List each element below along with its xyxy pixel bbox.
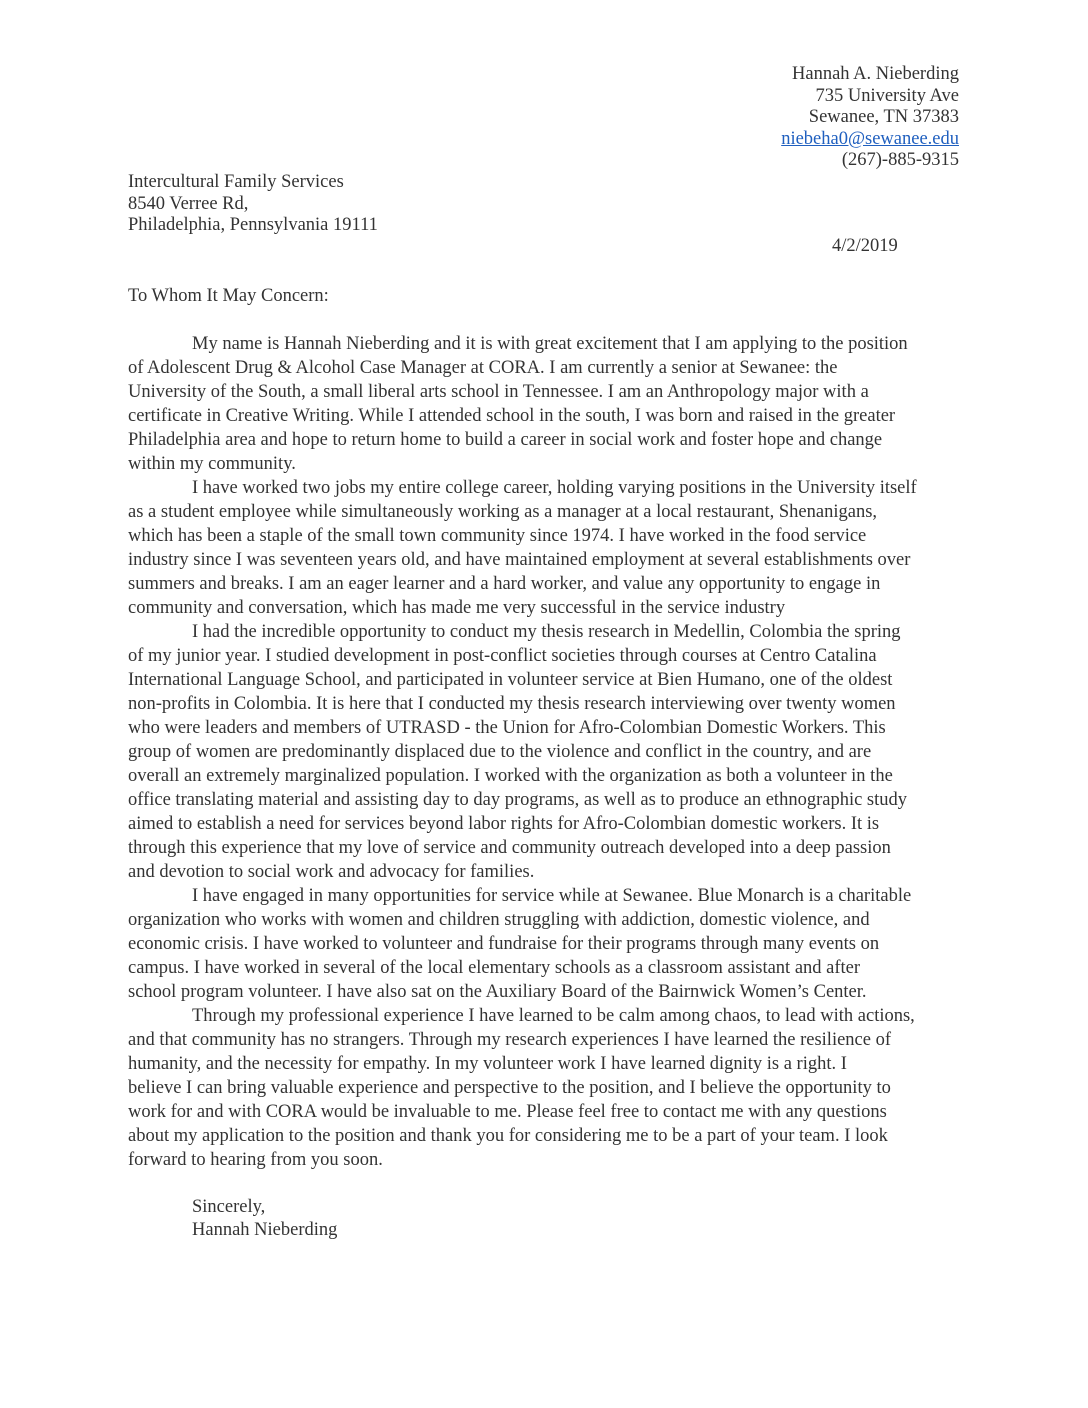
paragraph-line: school program volunteer. I have also sat on the Auxiliary Board of the Bairnwick Women’s Center. bbox=[128, 982, 867, 1002]
paragraph bbox=[128, 476, 968, 620]
letter-body bbox=[128, 332, 968, 1172]
paragraph-line: group of women are predominantly displaced due to the violence and conflict in the country, and are bbox=[128, 742, 872, 762]
sender-email-link[interactable]: niebeha0@sewanee.edu bbox=[781, 128, 959, 149]
paragraph-line: as a student employee while simultaneously working as a manager at a local restaurant, Shenanigans, bbox=[128, 502, 878, 522]
paragraph-line: of my junior year. I studied development in post-conflict societies through courses at Centro Catalina bbox=[128, 646, 877, 666]
paragraph-line: organization who works with women and children struggling with addiction, domestic violence, and bbox=[128, 910, 870, 930]
letter-date: 4/2/2019 bbox=[832, 236, 898, 256]
paragraph-line: office translating material and assisting day to day programs, as well as to produce an ethnographic study bbox=[128, 790, 908, 810]
paragraph bbox=[128, 620, 968, 884]
recipient-organization: Intercultural Family Services bbox=[128, 172, 344, 192]
paragraph-line: believe I can bring valuable experience and perspective to the position, and I believe the opportunity to bbox=[128, 1078, 891, 1098]
paragraph-line: I have worked two jobs my entire college career, holding varying positions in the University itself bbox=[192, 478, 917, 498]
paragraph-line: University of the South, a small liberal arts school in Tennessee. I am an Anthropology major with a bbox=[128, 382, 869, 402]
paragraph-line: economic crisis. I have worked to volunteer and fundraise for their programs through many events on bbox=[128, 934, 880, 954]
sender-address-block bbox=[781, 64, 959, 172]
paragraph-line: summers and breaks. I am an eager learner and a hard worker, and value any opportunity to engage in bbox=[128, 574, 881, 594]
sender-street: 735 University Ave bbox=[815, 85, 959, 106]
paragraph-line: forward to hearing from you soon. bbox=[128, 1150, 383, 1170]
paragraph-line: Through my professional experience I have learned to be calm among chaos, to lead with actions, bbox=[192, 1006, 915, 1026]
sender-name: Hannah A. Nieberding bbox=[792, 64, 959, 84]
paragraph-line: through this experience that my love of service and community outreach developed into a deep passion bbox=[128, 838, 891, 858]
paragraph-line: overall an extremely marginalized population. I worked with the organization as both a volunteer in the bbox=[128, 766, 893, 786]
recipient-street: 8540 Verree Rd, bbox=[128, 193, 249, 214]
paragraph-line: and that community has no strangers. Through my research experiences I have learned the resilience of bbox=[128, 1030, 892, 1050]
paragraph-line: humanity, and the necessity for empathy. In my volunteer work I have learned dignity is a right. I bbox=[128, 1054, 847, 1074]
paragraph-line: Philadelphia area and hope to return home to build a career in social work and foster hope and change bbox=[128, 430, 883, 450]
paragraph-line: non-profits in Colombia. It is here that I conducted my thesis research interviewing over twenty women bbox=[128, 694, 896, 714]
paragraph-line: International Language School, and participated in volunteer service at Bien Humano, one of the oldest bbox=[128, 670, 893, 690]
paragraph bbox=[128, 884, 968, 1004]
sender-phone: (267)-885-9315 bbox=[841, 150, 959, 170]
paragraph-line: who were leaders and members of UTRASD - the Union for Afro-Colombian Domestic Workers. This bbox=[128, 718, 886, 738]
paragraph-line: of Adolescent Drug & Alcohol Case Manager at CORA. I am currently a senior at Sewanee: the bbox=[128, 358, 838, 378]
paragraph-line: campus. I have worked in several of the local elementary schools as a classroom assistant and after bbox=[128, 958, 861, 978]
paragraph-line: about my application to the position and thank you for considering me to be a part of your team. I look bbox=[128, 1126, 888, 1146]
paragraph-line: I have engaged in many opportunities for service while at Sewanee. Blue Monarch is a charitable bbox=[192, 886, 912, 906]
sender-city-state-zip: Sewanee, TN 37383 bbox=[808, 107, 959, 127]
closing-block bbox=[192, 1196, 337, 1242]
paragraph-line: work for and with CORA would be invaluable to me. Please feel free to contact me with any questions bbox=[128, 1102, 887, 1122]
recipient-address-block bbox=[128, 172, 378, 237]
paragraph-line: within my community. bbox=[128, 454, 296, 474]
paragraph-line: certificate in Creative Writing. While I attended school in the south, I was born and raised in the greater bbox=[128, 406, 896, 426]
paragraph-line: aimed to establish a need for services beyond labor rights for Afro-Colombian domestic workers. It is bbox=[128, 814, 880, 834]
paragraph-line: and devotion to social work and advocacy for families. bbox=[128, 862, 535, 882]
paragraph-line: My name is Hannah Nieberding and it is with great excitement that I am applying to the position bbox=[192, 334, 908, 354]
paragraph-line: industry since I was seventeen years old, and have maintained employment at several establishments over bbox=[128, 550, 911, 570]
paragraph bbox=[128, 1004, 968, 1172]
paragraph-line: community and conversation, which has made me very successful in the service industry bbox=[128, 598, 786, 618]
paragraph-line: I had the incredible opportunity to conduct my thesis research in Medellin, Colombia the spring bbox=[192, 622, 901, 642]
paragraph bbox=[128, 332, 968, 476]
recipient-city-state-zip: Philadelphia, Pennsylvania 19111 bbox=[128, 215, 378, 235]
salutation: To Whom It May Concern: bbox=[128, 286, 329, 306]
paragraph-line: which has been a staple of the small town community since 1974. I have worked in the food service bbox=[128, 526, 867, 546]
signature-name: Hannah Nieberding bbox=[192, 1220, 338, 1240]
valediction: Sincerely, bbox=[192, 1197, 266, 1217]
